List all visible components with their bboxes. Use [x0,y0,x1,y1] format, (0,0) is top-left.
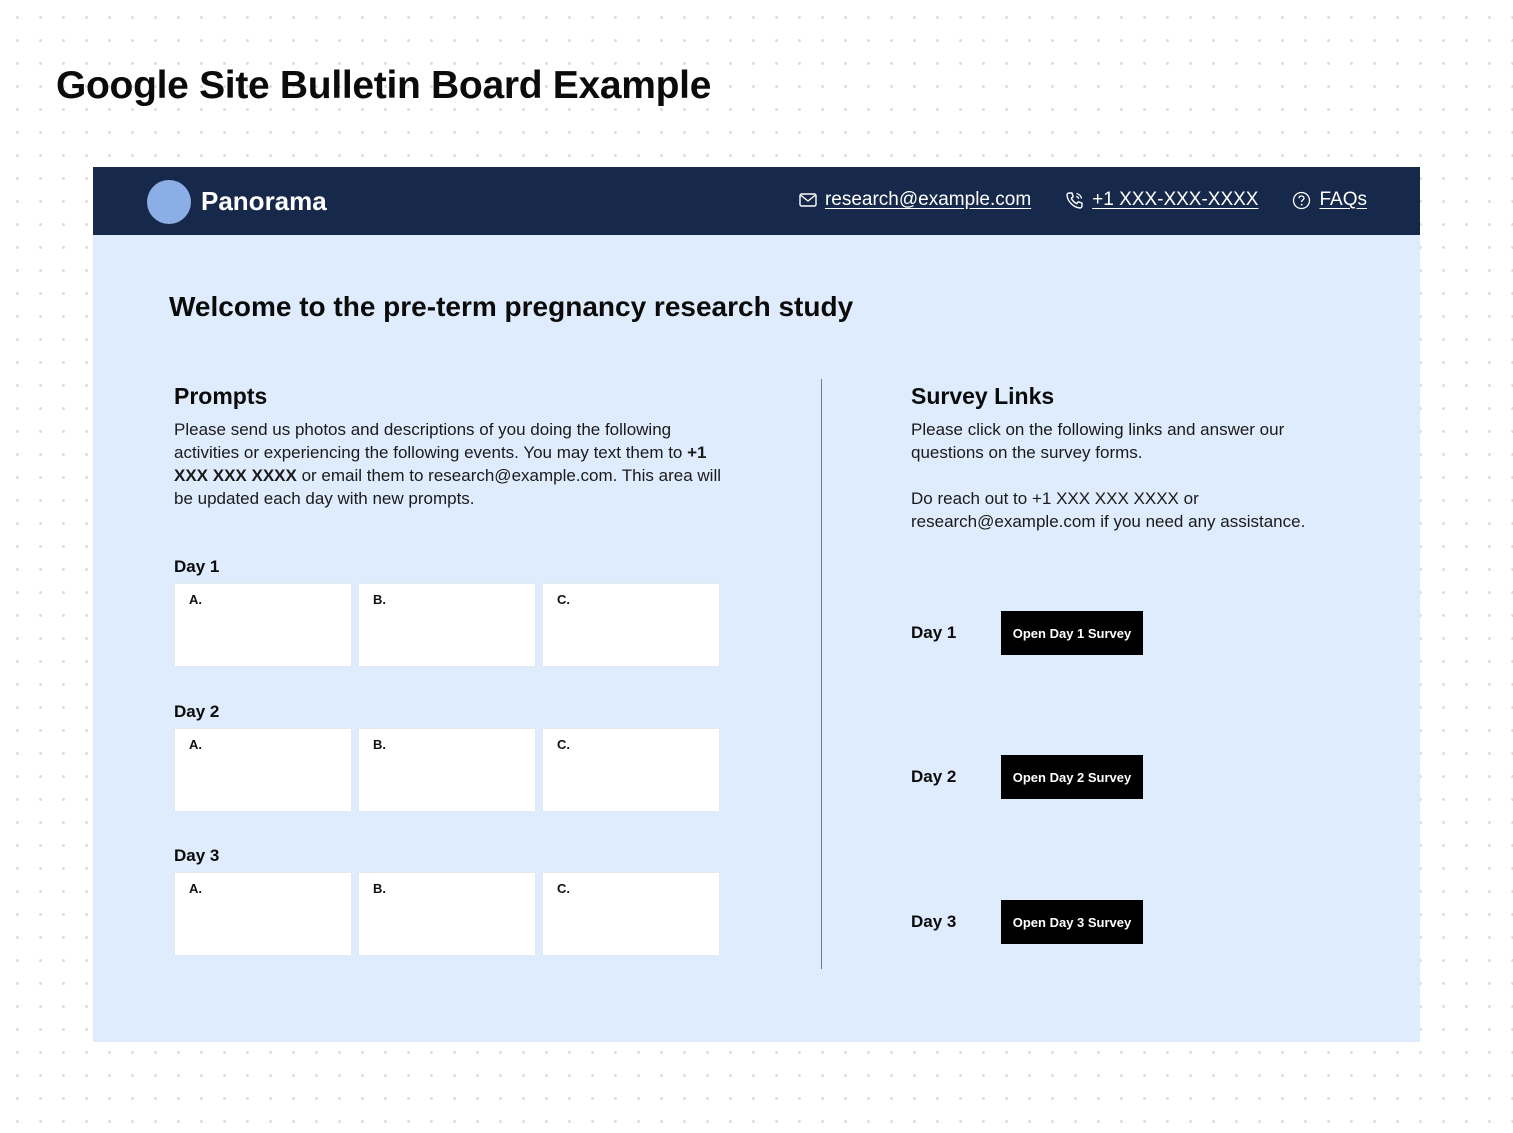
email-link[interactable] [799,189,1031,211]
email-link-label: research@example.com [824,189,1032,210]
survey-heading: Survey Links [911,383,1055,409]
prompt-card-c: C. [542,728,720,812]
brand-name[interactable]: Panorama [201,186,327,216]
faqs-link-label: FAQs [1319,189,1367,210]
prompt-day-label: Day 1 [174,557,220,576]
survey-section [911,383,1341,931]
prompt-day-1 [174,557,724,667]
prompt-day-3 [174,846,724,956]
survey-day-label: Day 1 [911,623,957,642]
survey-row-day-2 [911,755,1143,799]
open-day-3-survey-button[interactable]: Open Day 3 Survey [1001,900,1143,944]
prompt-card-b: B. [358,583,536,667]
prompts-description [174,418,724,510]
open-day-2-survey-button[interactable]: Open Day 2 Survey [1001,755,1143,799]
prompt-card-a: A. [174,728,352,812]
help-circle-icon [1292,191,1311,210]
survey-day-label: Day 3 [911,912,957,931]
phone-icon [1065,191,1084,210]
nav-links [765,189,1367,211]
survey-day-label: Day 2 [911,767,957,786]
phone-link[interactable] [1065,189,1258,211]
site-preview [93,167,1420,1042]
survey-description: Please click on the following links and answer our questions on the survey forms. [911,420,1285,462]
prompts-phone: +1 XXX XXX XXXX [174,443,707,485]
page-title: Google Site Bulletin Board Example [56,64,712,107]
logo[interactable] [147,180,191,224]
survey-row-day-1 [911,611,1143,655]
prompt-card-b: B. [358,728,536,812]
prompts-heading: Prompts [174,383,268,409]
navbar [93,167,1420,235]
prompt-card-a: A. [174,583,352,667]
prompts-section [174,383,724,896]
survey-row-day-3 [911,900,1143,944]
prompts-text-1: Please send us photos and descriptions of you doing the following activities or experiencing the following events. You may text them to [174,420,688,462]
prompt-day-label: Day 2 [174,702,220,721]
prompt-card-a: A. [174,872,352,956]
prompt-card-c: C. [542,872,720,956]
prompt-card-b: B. [358,872,536,956]
prompt-day-2 [174,702,724,812]
welcome-heading: Welcome to the pre-term pregnancy research study [169,291,854,322]
prompts-text-2: or email them to research@example.com. This area will be updated each day with new prompts. [174,466,721,508]
phone-link-label: +1 XXX-XXX-XXXX [1092,189,1259,210]
prompt-day-label: Day 3 [174,846,220,865]
survey-assistance: Do reach out to +1 XXX XXX XXXX or research@example.com if you need any assistance. [911,489,1306,531]
mail-icon [799,193,817,207]
open-day-1-survey-button[interactable]: Open Day 1 Survey [1001,611,1143,655]
column-divider [821,379,822,969]
faqs-link[interactable] [1292,189,1367,211]
prompt-card-c: C. [542,583,720,667]
